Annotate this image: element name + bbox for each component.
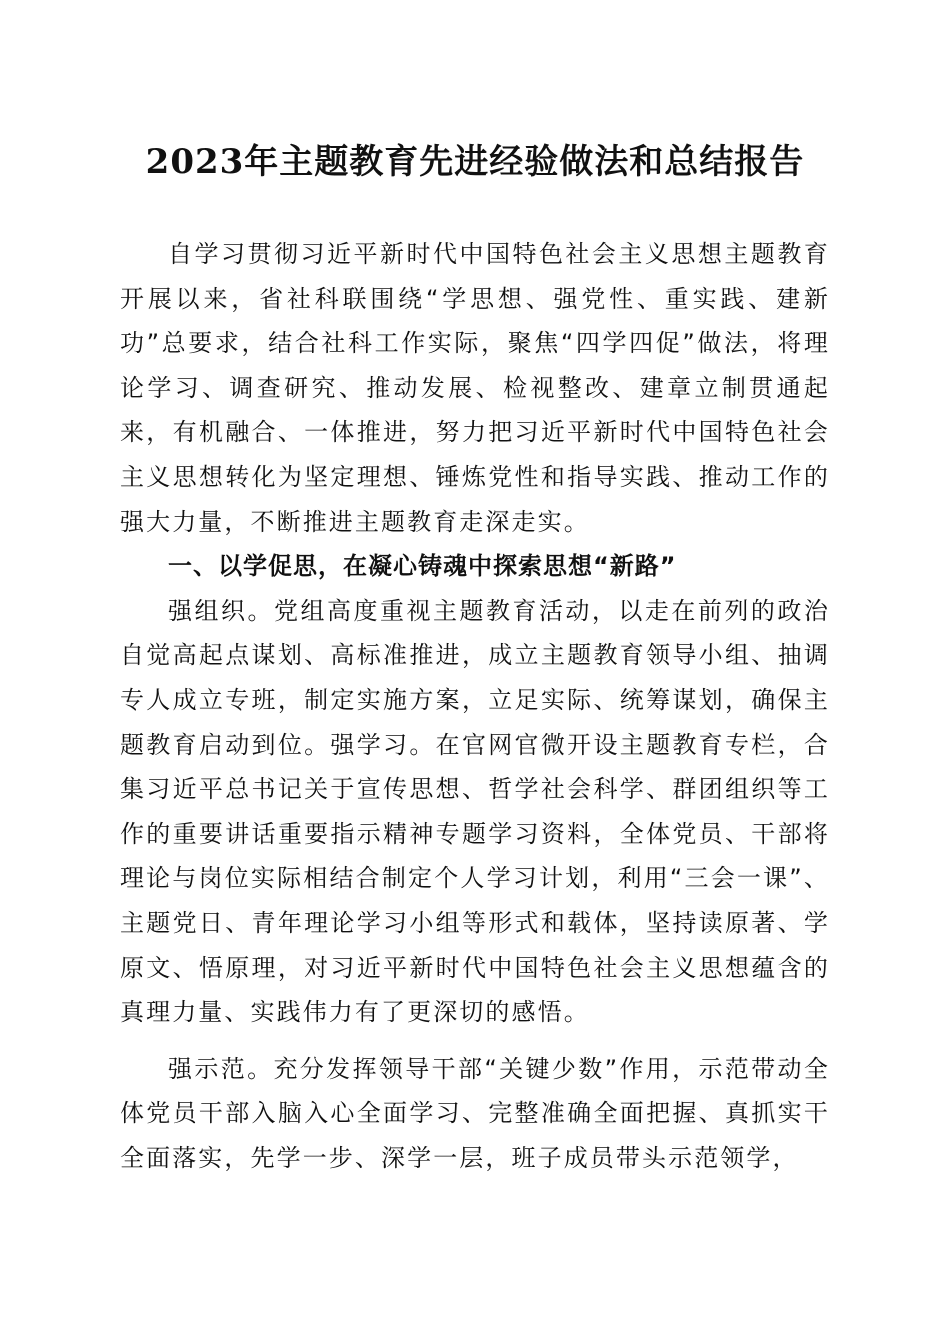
section-1-paragraph-2: 强示范。充分发挥领导干部“关键少数”作用，示范带动全体党员干部入脑入心全面学习、完整准确全面把握、真抓实干全面落实，先学一步、深学一层，班子成员带头示范领学， bbox=[120, 1054, 830, 1172]
section-1-heading: 一、以学促思，在凝心铸魂中探索思想“新路” bbox=[168, 552, 677, 581]
intro-paragraph: 自学习贯彻习近平新时代中国特色社会主义思想主题教育开展以来，省社科联围绕“学思想、强党性、重实践、建新功”总要求，结合社科工作实际，聚焦“四学四促”做法，将理论学习、调查研究、推动发展、检视整改、建章立制贯通起来，有机融合、一体推进，努力把习近平新时代中国特色社会主义思想转化为坚定理想、锤炼党性和指导实践、推动工作的强大力量，不断推进主题教育走深走实。 bbox=[120, 240, 830, 536]
document-title: 2023年主题教育先进经验做法和总结报告 bbox=[145, 142, 805, 182]
section-1-paragraph-1: 强组织。党组高度重视主题教育活动，以走在前列的政治自觉高起点谋划、高标准推进，成立主题教育领导小组、抽调专人成立专班，制定实施方案，立足实际、统筹谋划，确保主题教育启动到位。强学习。在官网官微开设主题教育专栏，合集习近平总书记关于宣传思想、哲学社会科学、群团组织等工作的重要讲话重要指示精神专题学习资料，全体党员、干部将理论与岗位实际相结合制定个人学习计划，利用“三会一课”、主题党日、青年理论学习小组等形式和载体，坚持读原著、学原文、悟原理，对习近平新时代中国特色社会主义思想蕴含的真理力量、实践伟力有了更深切的感悟。 bbox=[120, 596, 830, 1027]
document-body bbox=[120, 232, 830, 1180]
